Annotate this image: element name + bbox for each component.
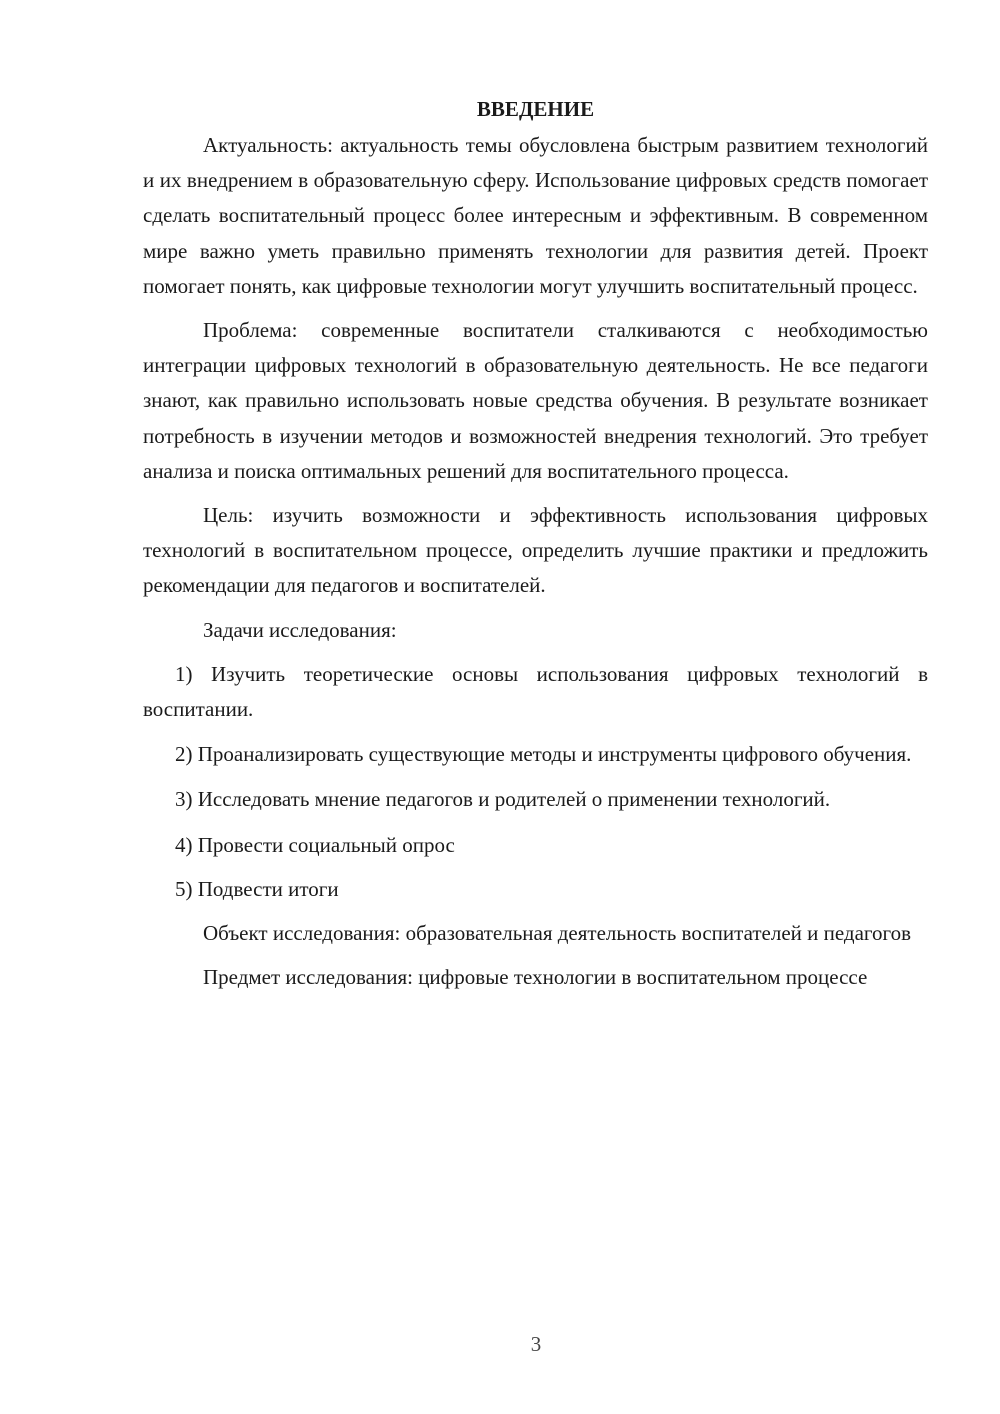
list-item: 1) Изучить теоретические основы использования цифровых технологий в воспитании. — [143, 661, 928, 722]
goal-paragraph: Цель: изучить возможности и эффективность использования цифровых технологий в воспитательном процессе, определить лучшие практики и предложить рекомендации для педагогов и воспитателей. — [143, 503, 928, 598]
subject-paragraph: Предмет исследования: цифровые технологии в воспитательном процессе — [203, 965, 868, 990]
list-item: 4) Провести социальный опрос — [175, 832, 455, 857]
document-page — [143, 92, 928, 1004]
relevance-paragraph: Актуальность: актуальность темы обусловлена быстрым развитием технологий и их внедрением в образовательную сферу. Использование цифровых средств помогает сделать воспитательный процесс более интересным и эффективным. В современном мире важно уметь правильно применять технологии для развития детей. Проект помогает понять, как цифровые технологии могут улучшить воспитательный процесс. — [143, 133, 928, 298]
tasks-heading: Задачи исследования: — [203, 617, 397, 642]
page-number: 3 — [530, 1332, 542, 1356]
page-title: ВВЕДЕНИЕ — [476, 97, 595, 121]
list-item: 3) Исследовать мнение педагогов и родителей о применении технологий. — [175, 787, 831, 812]
problem-paragraph: Проблема: современные воспитатели сталкиваются с необходимостью интеграции цифровых технологий в образовательную деятельность. Не все педагоги знают, как правильно использовать новые средства обучения. В результате возникает потребность в изучении методов и возможностей внедрения технологий. Это требует анализа и поиска оптимальных решений для воспитательного процесса. — [143, 318, 928, 483]
list-item: 5) Подвести итоги — [175, 876, 339, 901]
object-paragraph: Объект исследования: образовательная деятельность воспитателей и педагогов — [203, 921, 912, 946]
list-item: 2) Проанализировать существующие методы и инструменты цифрового обучения. — [175, 742, 912, 767]
tasks-list — [143, 657, 928, 907]
